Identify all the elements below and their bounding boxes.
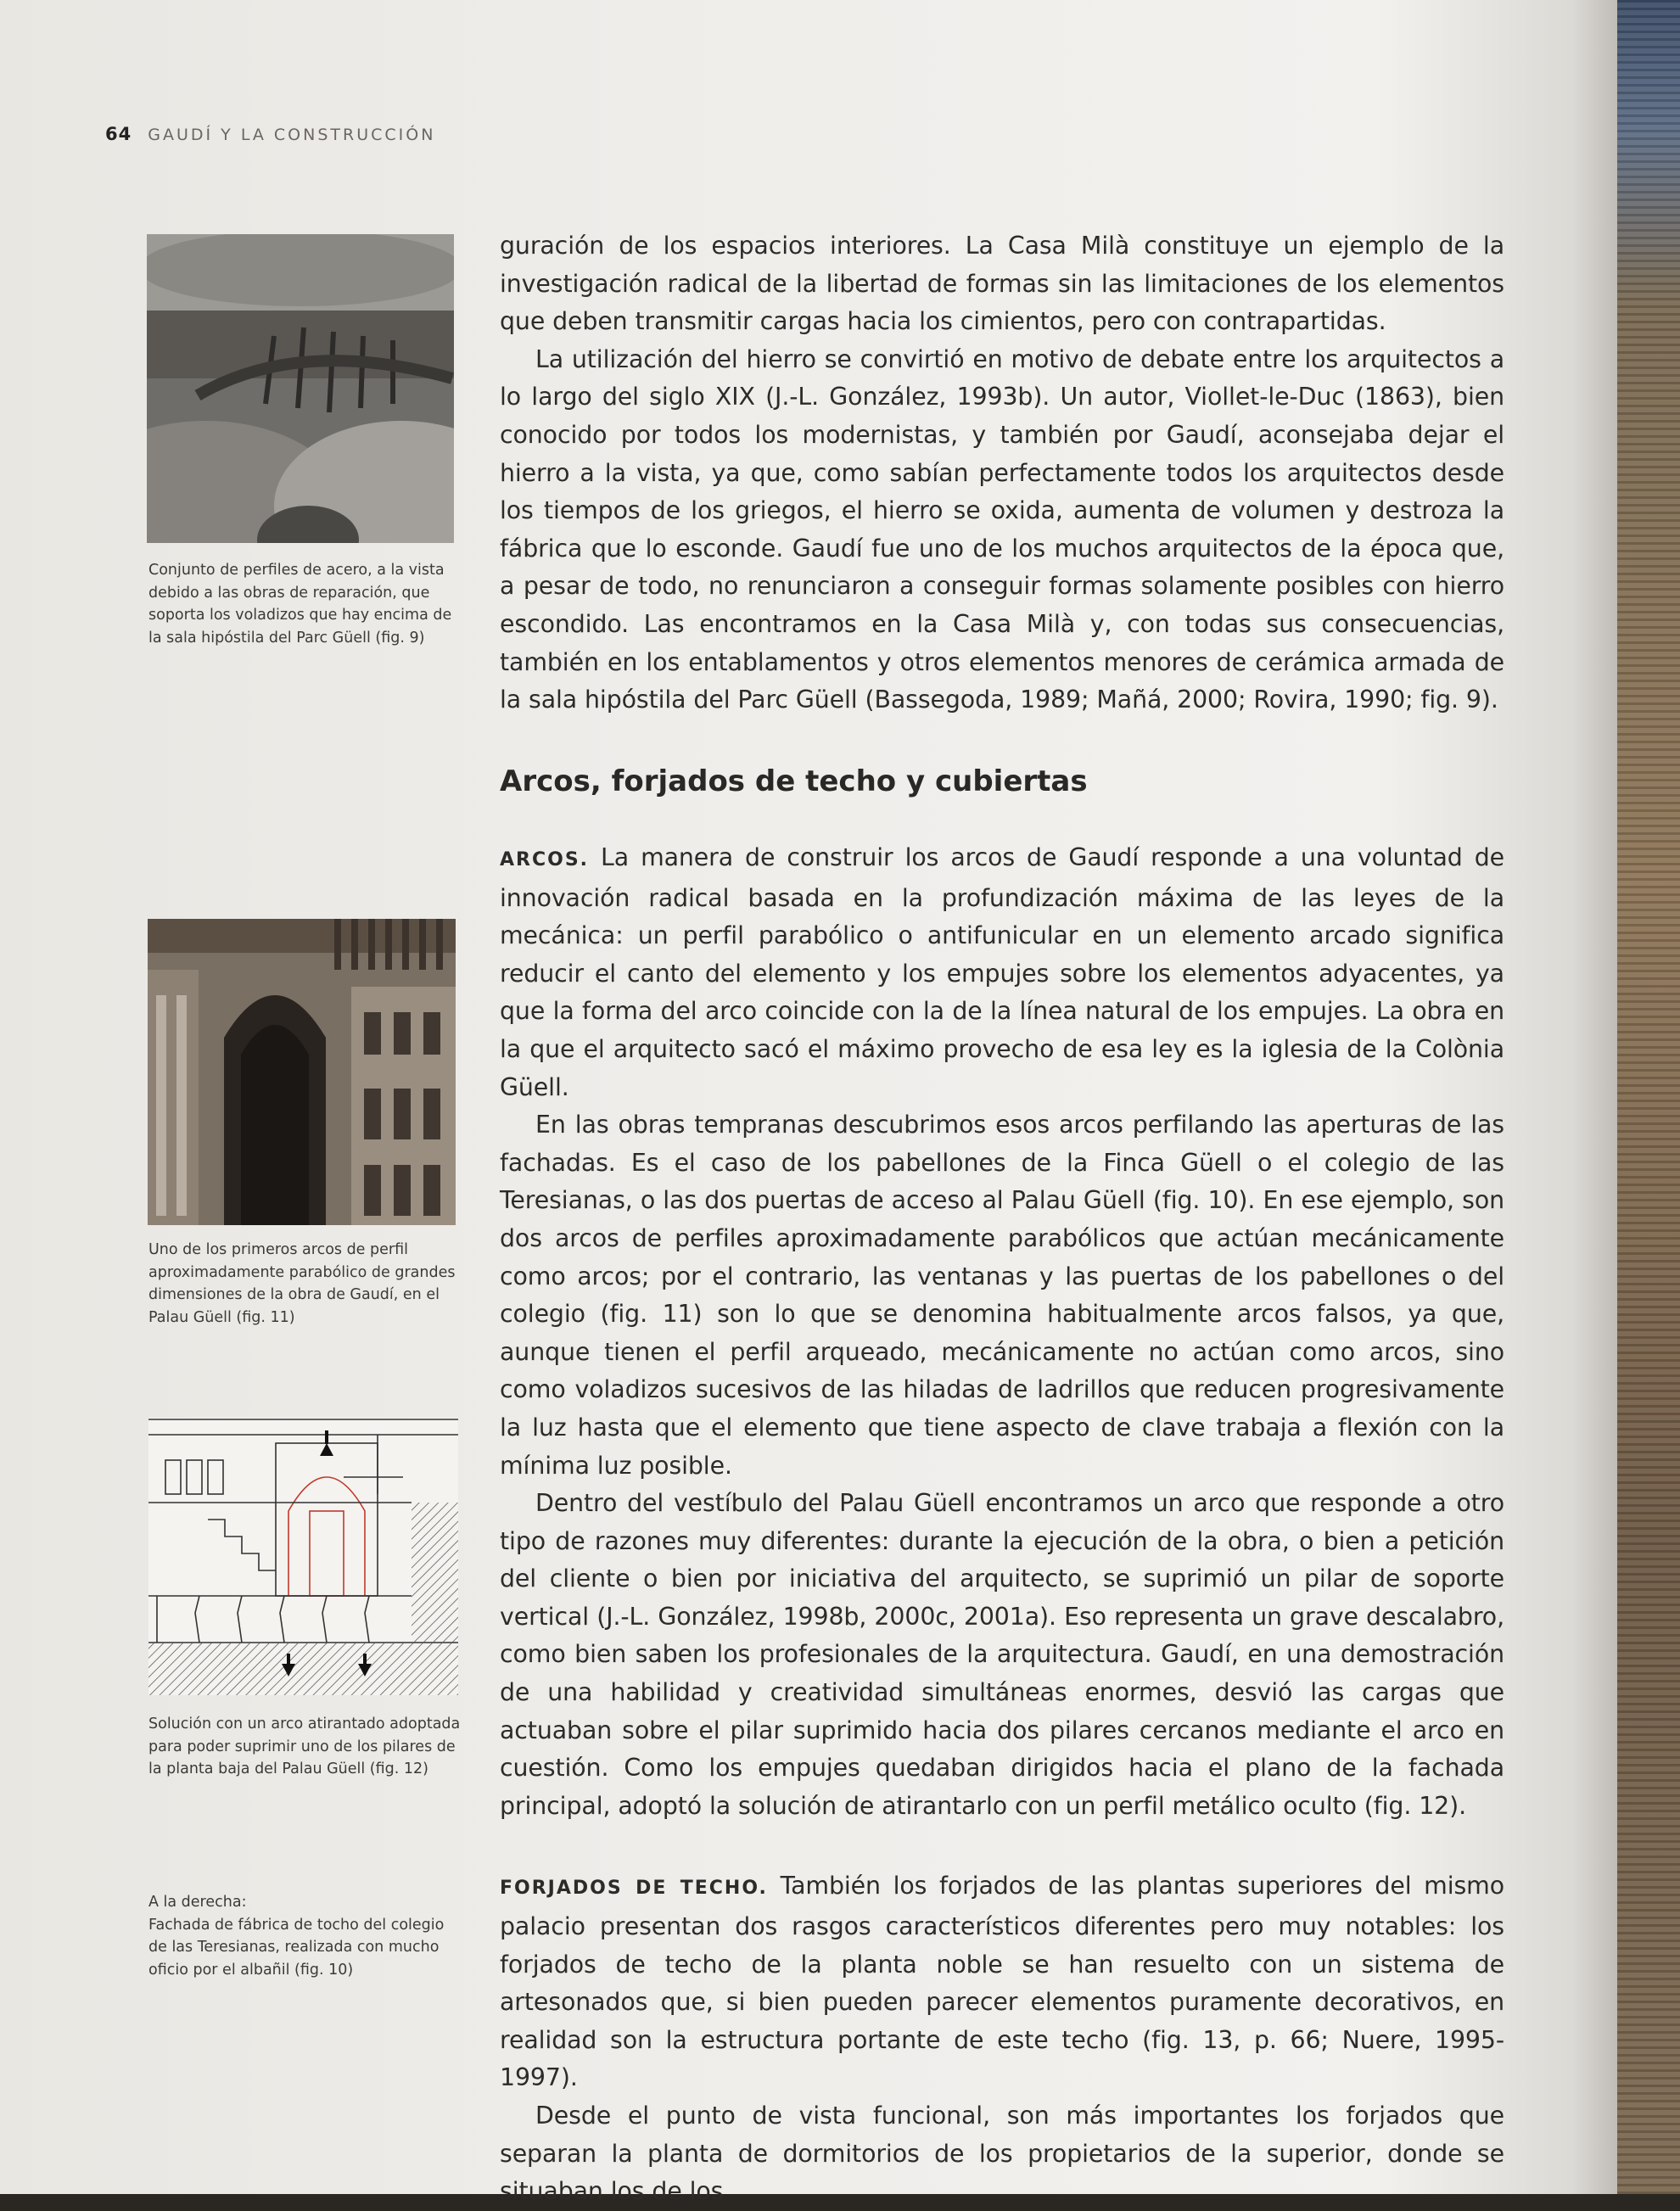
runin-forjados: FORJADOS DE TECHO. bbox=[500, 1878, 768, 1900]
fig9-caption: Conjunto de perfiles de acero, a la vista debido a las obras de reparación, que soporta los voladizos que hay encima de la sala hipóstila del Parc Güell (fig. 9) bbox=[148, 562, 452, 647]
fig12-drawing bbox=[148, 1418, 458, 1695]
running-title: GAUDÍ Y LA CONSTRUCCIÓN bbox=[148, 126, 436, 144]
paragraph: guración de los espacios interiores. La Casa Milà constituye un ejemplo de la investigación radical de la libertad de formas sin las limitaciones de los elementos que deben transmitir cargas hacia los cimientos, pero con contrapartidas. bbox=[500, 232, 1504, 336]
fig10-caption-lead: A la derecha: bbox=[148, 1894, 247, 1911]
runin-arcos: ARCOS. bbox=[500, 849, 590, 870]
paragraph: En las obras tempranas descubrimos esos arcos perfilando las aperturas de las fachadas. Es el caso de los pabellones de la Finca Güell o el colegio de las Teresianas, o las dos puertas de acceso al Palau Güell (fig. 10). En ese ejemplo, son dos arcos de perfiles aproximadamente parabólicos que actúan mecánicamente como arcos; por el contrario, las ventanas y las puertas de los pabellones o del colegio (fig. 11) son lo que se denomina habitualmente arcos falsos, ya que, aunque tienen el perfil arqueado, mecánicamente no actúan como arcos, sino como voladizos sucesivos de las hiladas de ladrillos que reducen progresivamente la luz hasta que el elemento que tiene aspecto de clave trabaja a flexión con la mínima luz posible. bbox=[500, 1111, 1504, 1480]
paragraph: La utilización del hierro se convirtió en motivo de debate entre los arquitectos a lo largo del siglo XIX (J.-L. González, 1993b). Un autor, Viollet-le-Duc (1863), bien conocido por todos los modernistas, y también por Gaudí, aconsejaba dejar el hierro a la vista, ya que, como sabían perfectamente todos los arquitectos desde los tiempos de los griegos, el hierro se oxida, aumenta de volumen y destroza la fábrica que lo esconde. Gaudí fue uno de los muchos arquitectos de la época que, a pesar de todo, no renunciaron a conseguir formas solamente posibles con hierro escondido. Las encontramos en la Casa Milà y, con todas sus consecuencias, también en los entablamentos y otros elementos menores de cerámica armada de la sala hipóstila del Parc Güell (Bassegoda, 1989; Mañá, 2000; Rovira, 1990; fig. 9). bbox=[500, 344, 1504, 714]
fig9-photo bbox=[147, 234, 454, 543]
fig11-photo bbox=[148, 919, 456, 1225]
fig10-caption-block bbox=[148, 1891, 462, 1981]
running-head bbox=[105, 124, 435, 144]
fig12-caption: Solución con un arco atirantado adoptada para poder suprimir uno de los pilares de la planta baja del Palau Güell (fig. 12) bbox=[148, 1716, 461, 1777]
section-title: Arcos, forjados de techo y cubiertas bbox=[500, 764, 1088, 798]
paragraph: Dentro del vestíbulo del Palau Güell encontramos un arco que responde a otro tipo de razones muy diferentes: durante la ejecución de la obra, o bien a petición del cliente o bien por iniciativa del arquitecto, se suprimió un pilar de soporte vertical (J.-L. González, 1998b, 2000c, 2001a). Eso representa un grave descalabro, como bien saben los profesionales de la arquitectura. Gaudí, en una demostración de una habilidad y creatividad simultáneas enormes, desvió las cargas que actuaban sobre el pilar suprimido hacia dos pilares cercanos mediante el arco en cuestión. Como los empujes quedaban dirigidos hacia el plano de la fachada principal, adoptó la solución de atirantarlo con un perfil metálico oculto (fig. 12). bbox=[500, 1489, 1504, 1820]
fig10-caption: Fachada de fábrica de tocho del colegio de las Teresianas, realizada con mucho oficio por el albañil (fig. 10) bbox=[148, 1916, 445, 1979]
paragraph-text: La manera de construir los arcos de Gaudí responde a una voluntad de innovación radical basada en la profundización máxima de las leyes de la mecánica: un perfil parabólico o antifunicular en un elemento arcado significa reducir el canto del elemento y los empujes sobre los elementos adyacentes, ya que la forma del arco coincide con la de la línea natural de los empujes. La obra en la que el arquitecto sacó el máximo provecho de esa ley es la iglesia de la Colònia Güell. bbox=[500, 843, 1504, 1101]
paragraph bbox=[500, 1867, 1504, 2097]
body-column-top bbox=[500, 227, 1504, 719]
body-column-bottom bbox=[500, 839, 1504, 2211]
paragraph: Desde el punto de vista funcional, son más importantes los forjados que separan la planta de dormitorios de los propietarios de la superior, donde se situaban los de los bbox=[500, 2102, 1504, 2206]
facing-page-photo-edge bbox=[1617, 0, 1680, 2194]
fig11-caption: Uno de los primeros arcos de perfil aproximadamente parabólico de grandes dimensiones de la obra de Gaudí, en el Palau Güell (fig. 11) bbox=[148, 1241, 456, 1326]
paragraph bbox=[500, 839, 1504, 1106]
paragraph-text: También los forjados de las plantas superiores del mismo palacio presentan dos rasgos característicos diferentes pero muy notables: los forjados de techo de la planta noble se han resuelto con un sistema de artesonados que, si bien pueden parecer elementos puramente decorativos, en realidad son la estructura portante de este techo (fig. 13, p. 66; Nuere, 1995-1997). bbox=[500, 1872, 1504, 2092]
page-number: 64 bbox=[105, 124, 132, 144]
